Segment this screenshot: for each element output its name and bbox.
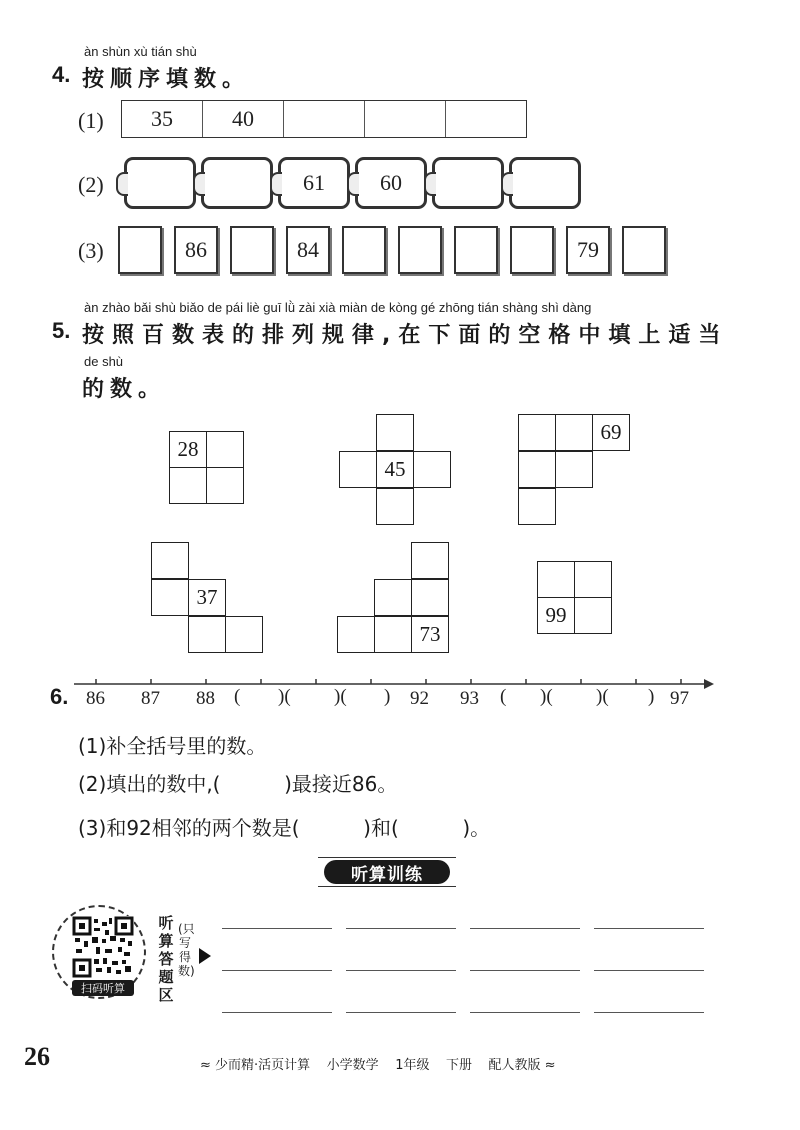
puzzle-cell-blank[interactable] <box>151 579 189 616</box>
strip-cell: 40 <box>203 101 284 137</box>
tick-paren: ) <box>384 686 391 707</box>
tick-label: 92 <box>410 688 429 709</box>
puzzle-cell-blank[interactable] <box>574 561 612 598</box>
puzzle-cell: 69 <box>592 414 630 451</box>
tick-label: 88 <box>196 688 215 709</box>
tick-paren: )( <box>540 686 553 707</box>
q4-label-3: (3) <box>78 238 104 263</box>
answer-line[interactable] <box>222 928 332 929</box>
answer-line[interactable] <box>594 1012 704 1013</box>
puzzle-cell-blank[interactable] <box>518 414 556 451</box>
puzzle-cell-blank[interactable] <box>225 616 263 653</box>
tick-label: 97 <box>670 688 689 709</box>
square-box-blank[interactable] <box>230 226 274 274</box>
qr-code-icon[interactable] <box>72 916 134 978</box>
answer-line[interactable] <box>594 970 704 971</box>
q6-number: 6. <box>50 684 69 709</box>
puzzle-cell-blank[interactable] <box>555 451 593 488</box>
tick-paren: ) <box>648 686 655 707</box>
tick-label: 93 <box>460 688 479 709</box>
tag-box-blank[interactable] <box>201 157 273 209</box>
tick-label: 86 <box>86 688 105 709</box>
q4-pinyin: àn shùn xù tián shù <box>84 44 197 59</box>
puzzle-cell-blank[interactable] <box>411 542 449 579</box>
square-box: 84 <box>286 226 330 274</box>
tick-label: 87 <box>141 688 160 709</box>
square-box-blank[interactable] <box>118 226 162 274</box>
q5-pinyin-2: de shù <box>84 354 124 369</box>
answer-area-note: (只写得数) <box>178 922 195 978</box>
puzzle-cell: 37 <box>188 579 226 616</box>
puzzle-cell-blank[interactable] <box>169 467 207 504</box>
puzzle-cell: 99 <box>537 597 575 634</box>
tick-paren: )( <box>596 686 609 707</box>
puzzle-cell-blank[interactable] <box>206 431 244 468</box>
play-arrow-icon <box>199 948 211 964</box>
puzzle-cell: 28 <box>169 431 207 468</box>
page-number: 26 <box>24 1042 50 1071</box>
puzzle-cell-blank[interactable] <box>518 451 556 488</box>
q4-number: 4. <box>52 62 71 87</box>
strip-cell-blank[interactable] <box>284 101 365 137</box>
answer-line[interactable] <box>470 1012 580 1013</box>
square-box-blank[interactable] <box>622 226 666 274</box>
tag-box: 60 <box>355 157 427 209</box>
q6-sub-2: (2)填出的数中,( )最接近86。 <box>78 772 398 796</box>
q5-number: 5. <box>52 318 71 343</box>
tick-paren: )( <box>278 686 291 707</box>
tick-paren: ( <box>500 686 507 707</box>
q6-sub-1: (1)补全括号里的数。 <box>78 734 267 758</box>
tag-box-blank[interactable] <box>509 157 581 209</box>
square-box-blank[interactable] <box>454 226 498 274</box>
listening-banner <box>324 860 450 884</box>
strip-cell: 35 <box>122 101 203 137</box>
puzzle-cell-blank[interactable] <box>413 451 451 488</box>
q4-label-1: (1) <box>78 108 104 133</box>
tag-box-blank[interactable] <box>124 157 196 209</box>
strip-cell-blank[interactable] <box>446 101 526 137</box>
q6-sub-3: (3)和92相邻的两个数是( )和( )。 <box>78 816 491 840</box>
tag-box: 61 <box>278 157 350 209</box>
q5-pinyin-1: àn zhào bǎi shù biǎo de pái liè guī lǜ zài xià miàn de kòng gé zhōng tián shàng shì dàng <box>84 300 592 315</box>
puzzle-cell-blank[interactable] <box>411 579 449 616</box>
number-line <box>74 676 714 696</box>
answer-line[interactable] <box>470 928 580 929</box>
q4-title: 按顺序填数。 <box>82 67 251 92</box>
q5-title-2: 的数。 <box>82 377 167 402</box>
answer-line[interactable] <box>346 970 456 971</box>
puzzle-cell-blank[interactable] <box>206 467 244 504</box>
tick-paren: ( <box>234 686 241 707</box>
square-box-blank[interactable] <box>342 226 386 274</box>
answer-line[interactable] <box>346 928 456 929</box>
q5-title-1: 按照百数表的排列规律,在下面的空格中填上适当 <box>82 323 729 348</box>
qr-label: 扫码听算 <box>72 980 134 996</box>
banner-label: 听算训练 <box>351 864 423 885</box>
answer-area-label: 听算答题区 <box>158 914 174 1004</box>
puzzle-cell-blank[interactable] <box>376 414 414 451</box>
square-box-blank[interactable] <box>398 226 442 274</box>
puzzle-cell: 45 <box>376 451 414 488</box>
puzzle-cell-blank[interactable] <box>339 451 377 488</box>
answer-line[interactable] <box>222 1012 332 1013</box>
tick-paren: )( <box>334 686 347 707</box>
puzzle-cell-blank[interactable] <box>374 616 412 653</box>
answer-line[interactable] <box>346 1012 456 1013</box>
answer-line[interactable] <box>222 970 332 971</box>
puzzle-cell-blank[interactable] <box>151 542 189 579</box>
footer-text: ≈ 少而精·活页计算 小学数学 1年级 下册 配人教版 ≈ <box>200 1058 556 1073</box>
puzzle-cell-blank[interactable] <box>188 616 226 653</box>
puzzle-cell: 73 <box>411 616 449 653</box>
number-strip <box>121 100 527 138</box>
square-box-blank[interactable] <box>510 226 554 274</box>
q4-label-2: (2) <box>78 172 104 197</box>
puzzle-cell-blank[interactable] <box>337 616 375 653</box>
puzzle-cell-blank[interactable] <box>574 597 612 634</box>
answer-line[interactable] <box>470 970 580 971</box>
puzzle-cell-blank[interactable] <box>537 561 575 598</box>
answer-line[interactable] <box>594 928 704 929</box>
tag-box-blank[interactable] <box>432 157 504 209</box>
puzzle-cell-blank[interactable] <box>376 488 414 525</box>
strip-cell-blank[interactable] <box>365 101 446 137</box>
square-box: 86 <box>174 226 218 274</box>
square-box: 79 <box>566 226 610 274</box>
puzzle-cell-blank[interactable] <box>518 488 556 525</box>
puzzle-cell-blank[interactable] <box>555 414 593 451</box>
puzzle-cell-blank[interactable] <box>374 579 412 616</box>
